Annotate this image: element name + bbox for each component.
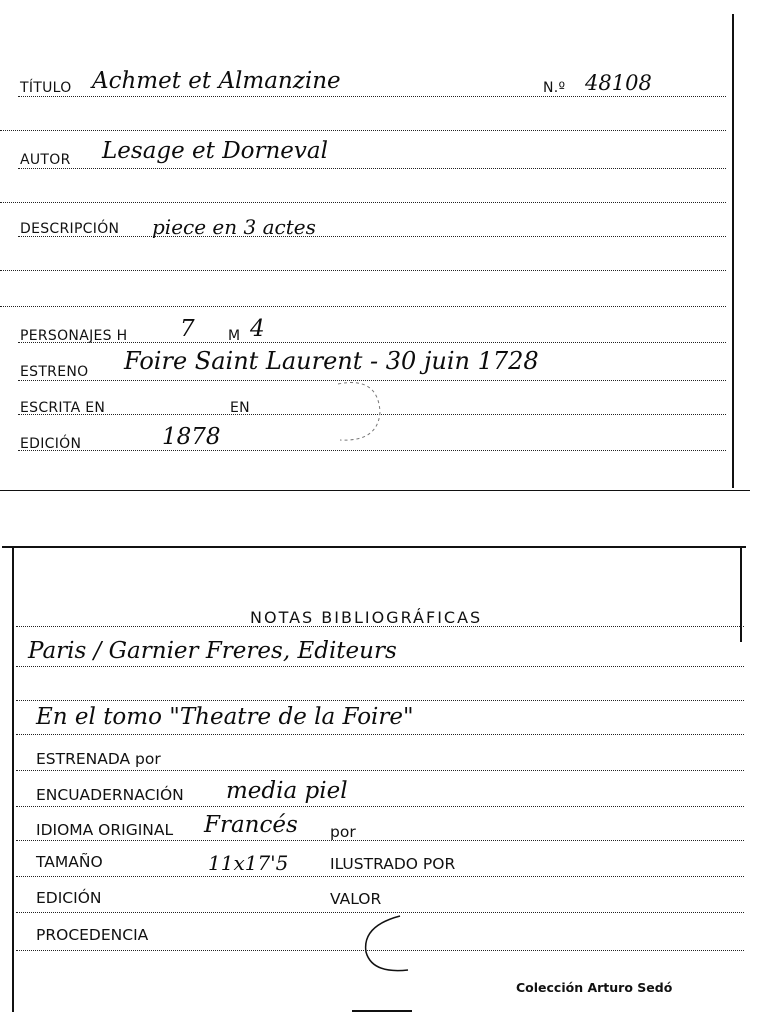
rule-line xyxy=(16,806,744,807)
descripcion-value: piece en 3 actes xyxy=(152,215,316,239)
card-top-edge xyxy=(2,546,746,548)
numero-value: 48108 xyxy=(585,71,652,95)
procedencia-label: PROCEDENCIA xyxy=(36,926,149,944)
rule-line xyxy=(16,770,744,771)
rule-line xyxy=(0,306,726,307)
encuadernacion-label: ENCUADERNACIÓN xyxy=(36,786,184,804)
card-bottom-edge xyxy=(0,490,750,491)
punch-hole-mark xyxy=(356,912,416,982)
catalog-card-bottom xyxy=(0,540,759,1028)
catalog-card-top xyxy=(0,0,759,500)
personajes-m-value: 4 xyxy=(250,316,265,342)
rule-line xyxy=(18,96,726,97)
punch-hole-mark xyxy=(330,378,390,448)
rule-line xyxy=(18,168,726,169)
idioma-label: IDIOMA ORIGINAL xyxy=(36,821,174,839)
card-right-edge xyxy=(740,548,742,642)
ilustrado-label: ILUSTRADO POR xyxy=(330,855,456,873)
rule-line xyxy=(16,666,744,667)
estrenada-label: ESTRENADA por xyxy=(36,750,161,768)
idioma-value: Francés xyxy=(204,812,298,838)
edicion-label: EDICIÓN xyxy=(36,889,102,907)
note-line-2: En el tomo "Theatre de la Foire" xyxy=(36,704,414,730)
edicion-value: 1878 xyxy=(162,424,221,450)
encuadernacion-value: media piel xyxy=(226,778,348,804)
card-right-edge xyxy=(732,14,734,488)
edicion-label: EDICIÓN xyxy=(20,436,82,452)
valor-label: VALOR xyxy=(330,890,382,908)
estreno-label: ESTRENO xyxy=(20,364,89,380)
numero-label: N.º xyxy=(543,80,566,96)
personajes-label: PERSONAJES H xyxy=(20,328,128,344)
titulo-value: Achmet et Almanzine xyxy=(92,68,341,94)
rule-line xyxy=(18,450,726,451)
rule-line xyxy=(16,876,744,877)
rule-line xyxy=(16,840,744,841)
personajes-m-label: M xyxy=(228,328,241,344)
estreno-value: Foire Saint Laurent - 30 juin 1728 xyxy=(124,347,539,375)
notas-heading: NOTAS BIBLIOGRÁFICAS xyxy=(250,608,483,627)
escrita-en-label: ESCRITA EN xyxy=(20,400,106,416)
rule-line xyxy=(0,270,726,271)
tamano-label: TAMAÑO xyxy=(36,853,103,871)
rule-line xyxy=(16,734,744,735)
rule-line xyxy=(0,130,726,131)
personajes-h-value: 7 xyxy=(180,316,195,342)
coleccion-stamp: Colección Arturo Sedó xyxy=(516,980,673,995)
titulo-label: TÍTULO xyxy=(20,80,72,96)
descripcion-label: DESCRIPCIÓN xyxy=(20,221,120,237)
rule-line xyxy=(0,202,726,203)
autor-value: Lesage et Dorneval xyxy=(102,138,328,164)
autor-label: AUTOR xyxy=(20,152,71,168)
por-label: por xyxy=(330,823,356,841)
note-line-1: Paris / Garnier Freres, Editeurs xyxy=(28,638,397,664)
en-label: EN xyxy=(230,400,250,416)
card-left-edge xyxy=(12,548,14,1012)
rule-line xyxy=(18,236,726,237)
tamano-value: 11x17'5 xyxy=(208,851,289,875)
rule-line xyxy=(16,700,744,701)
bottom-stroke xyxy=(352,1010,412,1012)
